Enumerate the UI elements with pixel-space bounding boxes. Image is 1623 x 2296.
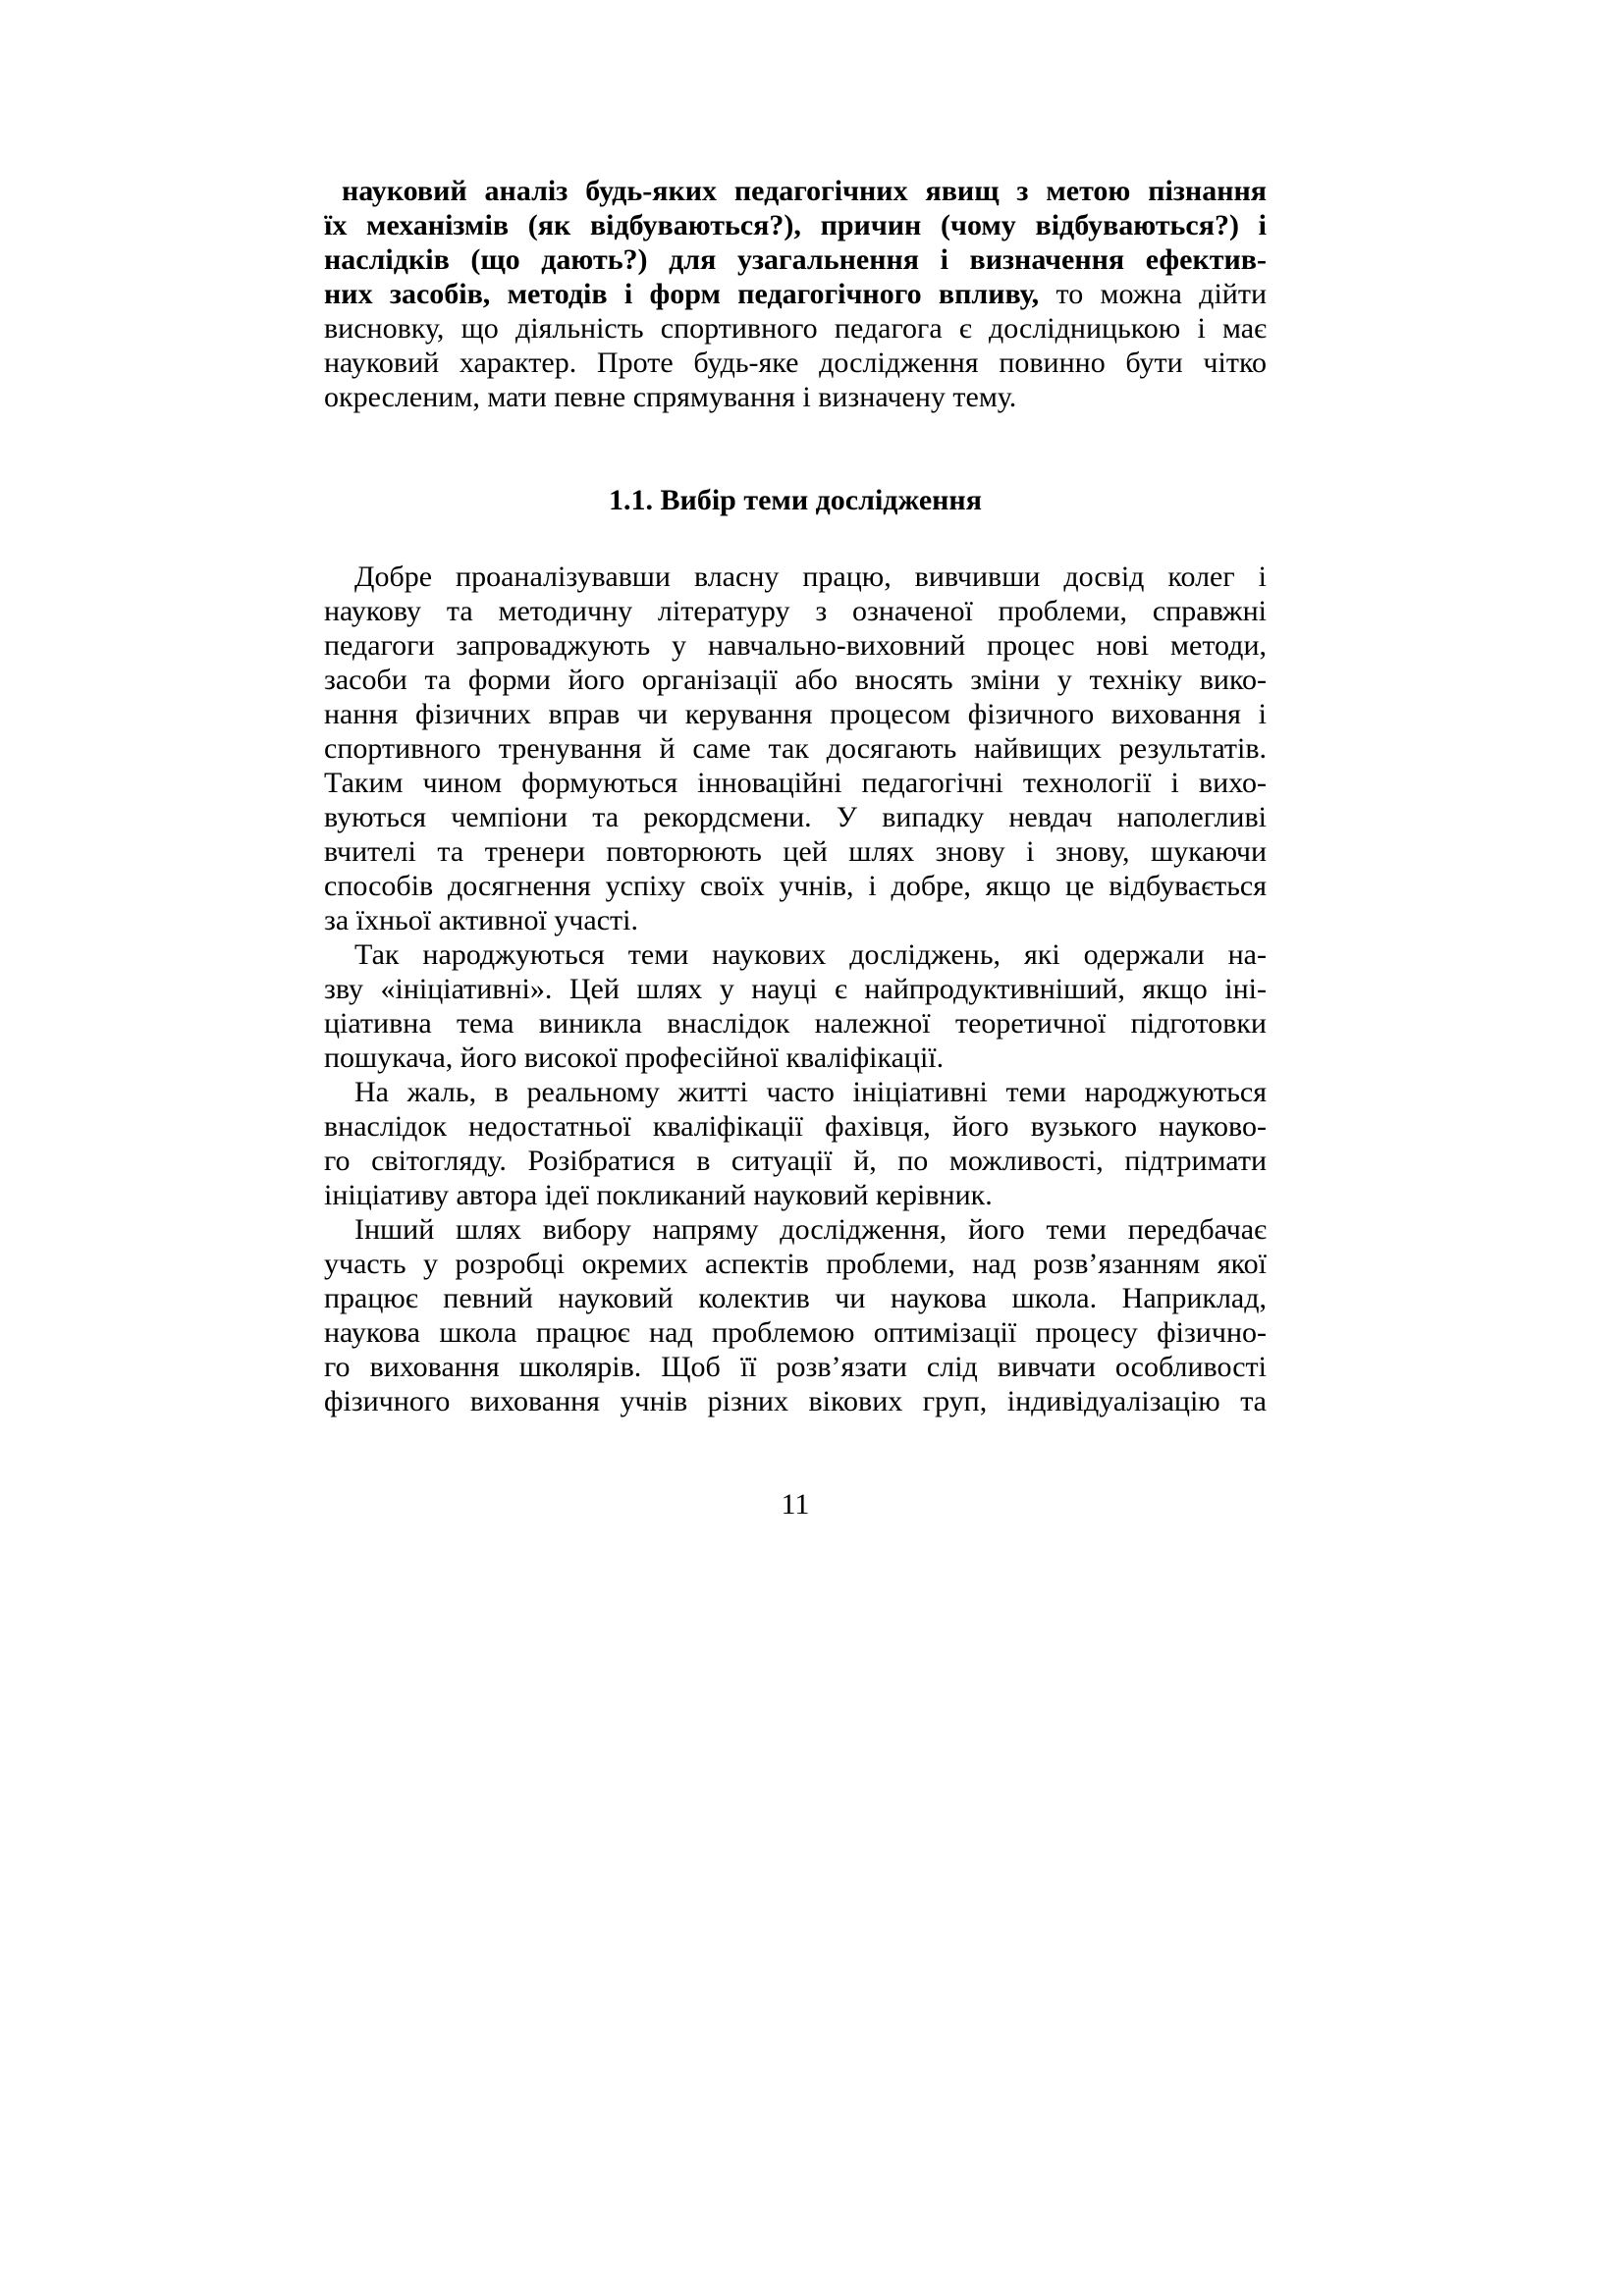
text-line <box>324 1350 1267 1384</box>
text-line <box>324 594 1267 628</box>
text-segment: вуються чемпіони та рекордсмени. У випадку невдач наполегливі <box>324 801 1267 833</box>
text-segment: нання фізичних вправ чи керування процесом фізичного виховання і <box>324 698 1267 730</box>
page-number: 11 <box>781 1488 810 1521</box>
text-segment: засоби та форми його організації або вносять зміни у техніку вико- <box>324 664 1267 696</box>
text-block <box>324 174 1267 1522</box>
text-line <box>324 1384 1267 1418</box>
text-line <box>324 380 1267 414</box>
body-paragraph-2 <box>324 937 1267 1075</box>
text-segment: участь у розробці окремих аспектів проблеми, над розв’язанням якої <box>324 1248 1267 1280</box>
text-line <box>324 903 1267 937</box>
text-segment: Так народжуються теми наукових досліджень, які одержали на- <box>354 938 1267 971</box>
text-segment: спортивного тренування й саме так досягають найвищих результатів. <box>324 732 1267 765</box>
section-heading: 1.1. Вибір теми дослідження <box>609 484 982 516</box>
text-line <box>324 663 1267 697</box>
text-line <box>324 697 1267 731</box>
text-segment: внаслідок недостатньої кваліфікації фахівця, його вузького науково- <box>324 1110 1267 1143</box>
text-segment: го світогляду. Розібратися в ситуації й, по можливості, підтримати <box>324 1145 1267 1177</box>
text-line <box>324 174 1267 208</box>
text-line <box>324 628 1267 663</box>
text-line <box>324 560 1267 594</box>
text-segment: ціативна тема виникла внаслідок належної теоретичної підготовки <box>324 1007 1267 1040</box>
text-line <box>324 800 1267 834</box>
body-paragraph-1 <box>324 560 1267 937</box>
body-paragraph-3 <box>324 1075 1267 1212</box>
text-line <box>324 1247 1267 1281</box>
text-segment: працює певний науковий колектив чи наукова школа. Наприклад, <box>324 1282 1267 1314</box>
text-line <box>324 731 1267 766</box>
text-segment: за їхньої активної участі. <box>324 904 638 936</box>
text-segment: Таким чином формуються інноваційні педагогічні технології і вихо- <box>324 767 1267 799</box>
text-line <box>324 311 1267 346</box>
text-line <box>324 766 1267 800</box>
text-line <box>324 834 1267 869</box>
text-line <box>324 1315 1267 1350</box>
text-line <box>324 1075 1267 1109</box>
text-line <box>324 1144 1267 1178</box>
text-segment: На жаль, в реальному житті часто ініціативні теми народжуються <box>354 1076 1267 1108</box>
text-line <box>324 208 1267 242</box>
text-line <box>324 1041 1267 1075</box>
text-segment: окресленим, мати певне спрямування і визначену тему. <box>324 381 1017 413</box>
bold-text-segment: їх механізмів (як відбуваються?), причин (чому відбуваються?) і <box>324 209 1267 241</box>
text-segment: наукову та методичну літературу з означеної проблеми, справжні <box>324 595 1267 627</box>
text-line <box>324 277 1267 311</box>
text-line <box>324 869 1267 903</box>
text-segment: Добре проаналізувавши власну працю, вивчивши досвід колег і <box>354 561 1267 593</box>
body-paragraph-4 <box>324 1212 1267 1418</box>
text-segment: Інший шлях вибору напряму дослідження, його теми передбачає <box>354 1213 1267 1246</box>
text-segment: то можна дійти <box>1039 278 1267 310</box>
intro-continuation-paragraph <box>324 174 1267 414</box>
text-segment: ініціативу автора ідеї покликаний науковий керівник. <box>324 1179 993 1211</box>
text-segment: способів досягнення успіху своїх учнів, і добре, якщо це відбувається <box>324 870 1267 902</box>
text-line <box>324 1109 1267 1144</box>
text-segment: висновку, що діяльність спортивного педагога є дослідницькою і має <box>324 312 1267 345</box>
text-segment: го виховання школярів. Щоб її розв’язати слід вивчати особливості <box>324 1351 1267 1383</box>
text-segment: вчителі та тренери повторюють цей шлях знову і знову, шукаючи <box>324 835 1267 868</box>
text-line <box>324 1212 1267 1247</box>
text-line <box>324 937 1267 972</box>
text-segment: наукова школа працює над проблемою оптимізації процесу фізично- <box>324 1316 1267 1349</box>
bold-text-segment: них засобів, методів і форм педагогічного впливу, <box>324 278 1040 310</box>
text-line <box>324 1281 1267 1315</box>
text-segment: педагоги запроваджують у навчально-виховний процес нові методи, <box>324 629 1267 662</box>
text-segment: пошукача, його високої професійної кваліфікації. <box>324 1041 945 1074</box>
bold-text-segment: наслідків (що дають?) для узагальнення і визначення ефектив- <box>324 243 1267 276</box>
text-line <box>324 1178 1267 1212</box>
text-line <box>324 242 1267 277</box>
bold-text-segment: науковий аналіз будь-яких педагогічних явищ з метою пізнання <box>342 175 1267 207</box>
text-line <box>324 1006 1267 1041</box>
text-segment: науковий характер. Проте будь-яке дослідження повинно бути чітко <box>324 347 1267 379</box>
text-line <box>324 972 1267 1006</box>
text-line <box>324 346 1267 380</box>
text-segment: зву «ініціативні». Цей шлях у науці є найпродуктивніший, якщо іні- <box>324 973 1267 1005</box>
text-segment: фізичного виховання учнів різних вікових груп, індивідуалізацію та <box>324 1385 1267 1417</box>
